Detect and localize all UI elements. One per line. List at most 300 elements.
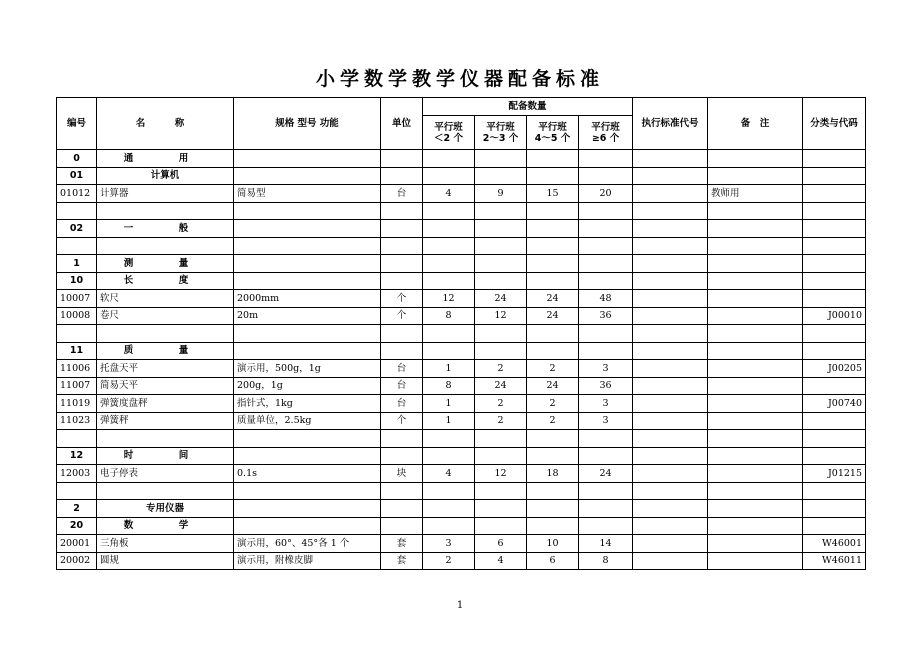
cell-spec: 演示用，附橡皮脚 [234,552,381,570]
table-body [57,150,866,570]
cell-name: 时 间 [97,447,234,465]
cell-q3: 10 [527,535,579,553]
cell-q2 [475,430,527,448]
cell-q1 [423,220,475,238]
cell-code [57,325,97,343]
cell-remarks [708,360,803,378]
cell-q1: 4 [423,185,475,203]
cell-code: 10008 [57,307,97,325]
header-q1 [423,116,475,150]
cell-standard [633,167,708,185]
cell-q3 [527,167,579,185]
cell-q4: 3 [579,412,633,430]
cell-q1: 2 [423,552,475,570]
cell-remarks [708,517,803,535]
cell-category [803,447,866,465]
header-q3-line1: 平行班 [538,121,567,133]
cell-unit [381,447,423,465]
cell-q3 [527,342,579,360]
cell-q4 [579,255,633,273]
table-row [57,307,866,325]
cell-standard [633,290,708,308]
cell-q3 [527,150,579,168]
cell-spec: 指针式，1kg [234,395,381,413]
cell-category [803,342,866,360]
section-row [57,500,866,518]
cell-name: 弹簧秤 [97,412,234,430]
cell-standard [633,500,708,518]
cell-q1 [423,255,475,273]
cell-category: J00740 [803,395,866,413]
cell-unit [381,482,423,500]
cell-q4: 24 [579,465,633,483]
cell-standard [633,535,708,553]
cell-spec [234,167,381,185]
cell-spec [234,517,381,535]
cell-q3 [527,517,579,535]
cell-spec [234,272,381,290]
cell-unit [381,150,423,168]
cell-q1: 8 [423,377,475,395]
cell-standard [633,412,708,430]
cell-spec: 演示用，500g，1g [234,360,381,378]
header-q1-line1: 平行班 [434,121,463,133]
cell-q1: 4 [423,465,475,483]
cell-category: J01215 [803,465,866,483]
cell-q2: 9 [475,185,527,203]
cell-q4 [579,150,633,168]
cell-unit [381,325,423,343]
cell-name: 计算器 [97,185,234,203]
cell-remarks [708,535,803,553]
header-unit: 单位 [381,98,423,150]
cell-standard [633,237,708,255]
cell-code: 11019 [57,395,97,413]
header-standard: 执行标准代号 [633,98,708,150]
cell-q2 [475,447,527,465]
cell-code: 11007 [57,377,97,395]
header-q4 [579,116,633,150]
table-row [57,552,866,570]
cell-spec: 200g，1g [234,377,381,395]
cell-remarks [708,272,803,290]
cell-name: 计算机 [97,167,234,185]
table-row [57,465,866,483]
cell-spec: 质量单位，2.5kg [234,412,381,430]
cell-code: 01 [57,167,97,185]
cell-q1: 1 [423,395,475,413]
section-row [57,342,866,360]
cell-spec: 简易型 [234,185,381,203]
cell-q3: 24 [527,290,579,308]
cell-remarks [708,290,803,308]
cell-standard [633,517,708,535]
cell-standard [633,360,708,378]
header-name: 名 称 [97,98,234,150]
cell-code: 2 [57,500,97,518]
cell-q1 [423,342,475,360]
cell-spec [234,447,381,465]
cell-name: 质 量 [97,342,234,360]
blank-row [57,482,866,500]
cell-unit [381,167,423,185]
cell-standard [633,430,708,448]
cell-standard [633,150,708,168]
cell-unit [381,202,423,220]
cell-unit [381,255,423,273]
cell-spec [234,150,381,168]
cell-unit [381,517,423,535]
cell-q3 [527,447,579,465]
cell-name: 一 般 [97,220,234,238]
cell-q4 [579,272,633,290]
cell-standard [633,220,708,238]
cell-q2: 24 [475,290,527,308]
cell-name: 卷尺 [97,307,234,325]
cell-q4 [579,237,633,255]
cell-q4: 48 [579,290,633,308]
header-category: 分类与代码 [803,98,866,150]
cell-unit: 个 [381,412,423,430]
cell-unit [381,220,423,238]
cell-category: W46011 [803,552,866,570]
cell-standard [633,185,708,203]
cell-spec: 2000mm [234,290,381,308]
cell-standard [633,255,708,273]
cell-category [803,325,866,343]
page-title: 小学数学教学仪器配备标准 [315,68,604,90]
blank-row [57,237,866,255]
cell-q1 [423,482,475,500]
cell-remarks [708,552,803,570]
cell-q4 [579,325,633,343]
cell-q4: 20 [579,185,633,203]
cell-category [803,220,866,238]
cell-category: J00010 [803,307,866,325]
cell-name: 三角板 [97,535,234,553]
section-row [57,272,866,290]
cell-remarks [708,500,803,518]
cell-category [803,272,866,290]
section-row [57,447,866,465]
cell-category [803,150,866,168]
cell-q1: 3 [423,535,475,553]
cell-spec: 演示用，60°、45°各 1 个 [234,535,381,553]
cell-q4: 14 [579,535,633,553]
cell-q3 [527,272,579,290]
cell-q4: 8 [579,552,633,570]
cell-q3 [527,430,579,448]
cell-spec [234,430,381,448]
cell-q4 [579,220,633,238]
cell-name: 弹簧度盘秤 [97,395,234,413]
cell-code: 0 [57,150,97,168]
cell-category [803,482,866,500]
cell-unit: 台 [381,395,423,413]
cell-category [803,290,866,308]
header-q4-line1: 平行班 [591,121,620,133]
cell-spec [234,237,381,255]
cell-standard [633,482,708,500]
cell-code: 11006 [57,360,97,378]
table-row [57,185,866,203]
cell-standard [633,552,708,570]
cell-name [97,202,234,220]
cell-name [97,237,234,255]
cell-spec [234,220,381,238]
cell-spec [234,482,381,500]
cell-standard [633,377,708,395]
cell-remarks [708,202,803,220]
cell-name: 托盘天平 [97,360,234,378]
cell-remarks [708,342,803,360]
table-header [57,98,866,150]
cell-q4: 36 [579,377,633,395]
cell-unit: 台 [381,377,423,395]
cell-code [57,202,97,220]
cell-q3 [527,255,579,273]
cell-q3 [527,482,579,500]
cell-category [803,255,866,273]
cell-q2 [475,517,527,535]
cell-code: 20 [57,517,97,535]
cell-remarks [708,220,803,238]
cell-unit: 个 [381,307,423,325]
cell-code: 20001 [57,535,97,553]
cell-unit [381,237,423,255]
page-number: 1 [456,600,464,611]
cell-q4 [579,482,633,500]
section-row [57,220,866,238]
cell-q3 [527,202,579,220]
cell-q3 [527,325,579,343]
cell-name [97,482,234,500]
blank-row [57,202,866,220]
cell-code [57,237,97,255]
cell-q3: 2 [527,360,579,378]
cell-q1 [423,272,475,290]
blank-row [57,325,866,343]
cell-q4 [579,202,633,220]
cell-q1 [423,517,475,535]
cell-q1: 1 [423,360,475,378]
cell-name: 电子停表 [97,465,234,483]
cell-q1 [423,202,475,220]
cell-code: 11023 [57,412,97,430]
cell-q2: 12 [475,465,527,483]
section-row [57,150,866,168]
cell-category [803,167,866,185]
cell-q1 [423,325,475,343]
cell-q4 [579,167,633,185]
cell-spec: 20m [234,307,381,325]
header-q2-line2: 2～3 个 [482,132,519,144]
cell-name: 圆规 [97,552,234,570]
cell-q1 [423,430,475,448]
cell-q1 [423,237,475,255]
cell-unit [381,500,423,518]
equipment-table [56,97,866,570]
cell-code [57,482,97,500]
table-row [57,290,866,308]
cell-category [803,377,866,395]
cell-name: 通 用 [97,150,234,168]
cell-category [803,412,866,430]
cell-q2: 2 [475,360,527,378]
cell-q3: 15 [527,185,579,203]
cell-q3: 24 [527,307,579,325]
cell-spec: 0.1s [234,465,381,483]
header-q1-line2: ＜2 个 [434,132,463,144]
cell-unit [381,430,423,448]
cell-q4 [579,517,633,535]
cell-category [803,237,866,255]
cell-q2 [475,237,527,255]
cell-q4 [579,430,633,448]
cell-standard [633,342,708,360]
cell-standard [633,395,708,413]
cell-q1 [423,167,475,185]
cell-q2 [475,342,527,360]
cell-code: 10007 [57,290,97,308]
section-row [57,255,866,273]
cell-q4: 36 [579,307,633,325]
cell-spec [234,202,381,220]
cell-code: 20002 [57,552,97,570]
cell-standard [633,202,708,220]
cell-remarks [708,412,803,430]
cell-code: 01012 [57,185,97,203]
cell-q3: 2 [527,395,579,413]
cell-remarks [708,167,803,185]
cell-q3: 2 [527,412,579,430]
cell-category [803,500,866,518]
table-row [57,535,866,553]
header-q3-line2: 4～5 个 [534,132,571,144]
cell-category [803,202,866,220]
cell-category: J00205 [803,360,866,378]
cell-remarks [708,307,803,325]
cell-category: W46001 [803,535,866,553]
header-spec: 规格 型号 功能 [234,98,381,150]
cell-q2 [475,255,527,273]
cell-code: 02 [57,220,97,238]
section-row [57,517,866,535]
cell-q2 [475,150,527,168]
cell-q4 [579,342,633,360]
cell-remarks [708,465,803,483]
cell-q3 [527,220,579,238]
cell-remarks [708,237,803,255]
cell-standard [633,272,708,290]
cell-standard [633,325,708,343]
cell-code: 11 [57,342,97,360]
cell-q1: 8 [423,307,475,325]
header-q3 [527,116,579,150]
cell-q4 [579,500,633,518]
cell-q2 [475,272,527,290]
table-row [57,360,866,378]
header-quantity-group: 配备数量 [423,98,633,116]
cell-remarks [708,325,803,343]
table-row [57,377,866,395]
cell-spec [234,500,381,518]
cell-name: 长 度 [97,272,234,290]
cell-q1 [423,500,475,518]
header-q2 [475,116,527,150]
cell-spec [234,325,381,343]
cell-q3 [527,237,579,255]
cell-q2 [475,325,527,343]
cell-q1: 1 [423,412,475,430]
cell-code [57,430,97,448]
cell-unit: 台 [381,360,423,378]
cell-category [803,430,866,448]
cell-name: 简易天平 [97,377,234,395]
cell-spec [234,255,381,273]
cell-name [97,430,234,448]
cell-standard [633,447,708,465]
cell-remarks [708,482,803,500]
cell-q3: 6 [527,552,579,570]
cell-remarks [708,447,803,465]
cell-q4 [579,447,633,465]
cell-remarks [708,430,803,448]
cell-remarks [708,395,803,413]
header-remarks: 备 注 [708,98,803,150]
cell-q2: 12 [475,307,527,325]
cell-name [97,325,234,343]
table-row [57,395,866,413]
cell-q2: 2 [475,395,527,413]
cell-category [803,517,866,535]
cell-q3: 24 [527,377,579,395]
header-code: 编号 [57,98,97,150]
cell-spec [234,342,381,360]
cell-name: 专用仪器 [97,500,234,518]
cell-q1 [423,447,475,465]
header-q4-line2: ≥6 个 [591,132,620,144]
cell-unit [381,342,423,360]
cell-code: 12 [57,447,97,465]
cell-remarks: 教师用 [708,185,803,203]
cell-remarks [708,255,803,273]
header-q2-line1: 平行班 [486,121,515,133]
cell-q2: 24 [475,377,527,395]
cell-q2: 2 [475,412,527,430]
cell-q2 [475,220,527,238]
cell-q4: 3 [579,360,633,378]
cell-unit: 个 [381,290,423,308]
cell-q1: 12 [423,290,475,308]
cell-unit: 套 [381,535,423,553]
cell-code: 12003 [57,465,97,483]
cell-name: 数 学 [97,517,234,535]
cell-q2: 6 [475,535,527,553]
cell-code: 10 [57,272,97,290]
cell-q2 [475,482,527,500]
cell-q1 [423,150,475,168]
table-row [57,412,866,430]
cell-unit [381,272,423,290]
cell-unit: 块 [381,465,423,483]
cell-code: 1 [57,255,97,273]
cell-q3: 18 [527,465,579,483]
cell-q3 [527,500,579,518]
blank-row [57,430,866,448]
cell-unit: 套 [381,552,423,570]
cell-unit: 台 [381,185,423,203]
